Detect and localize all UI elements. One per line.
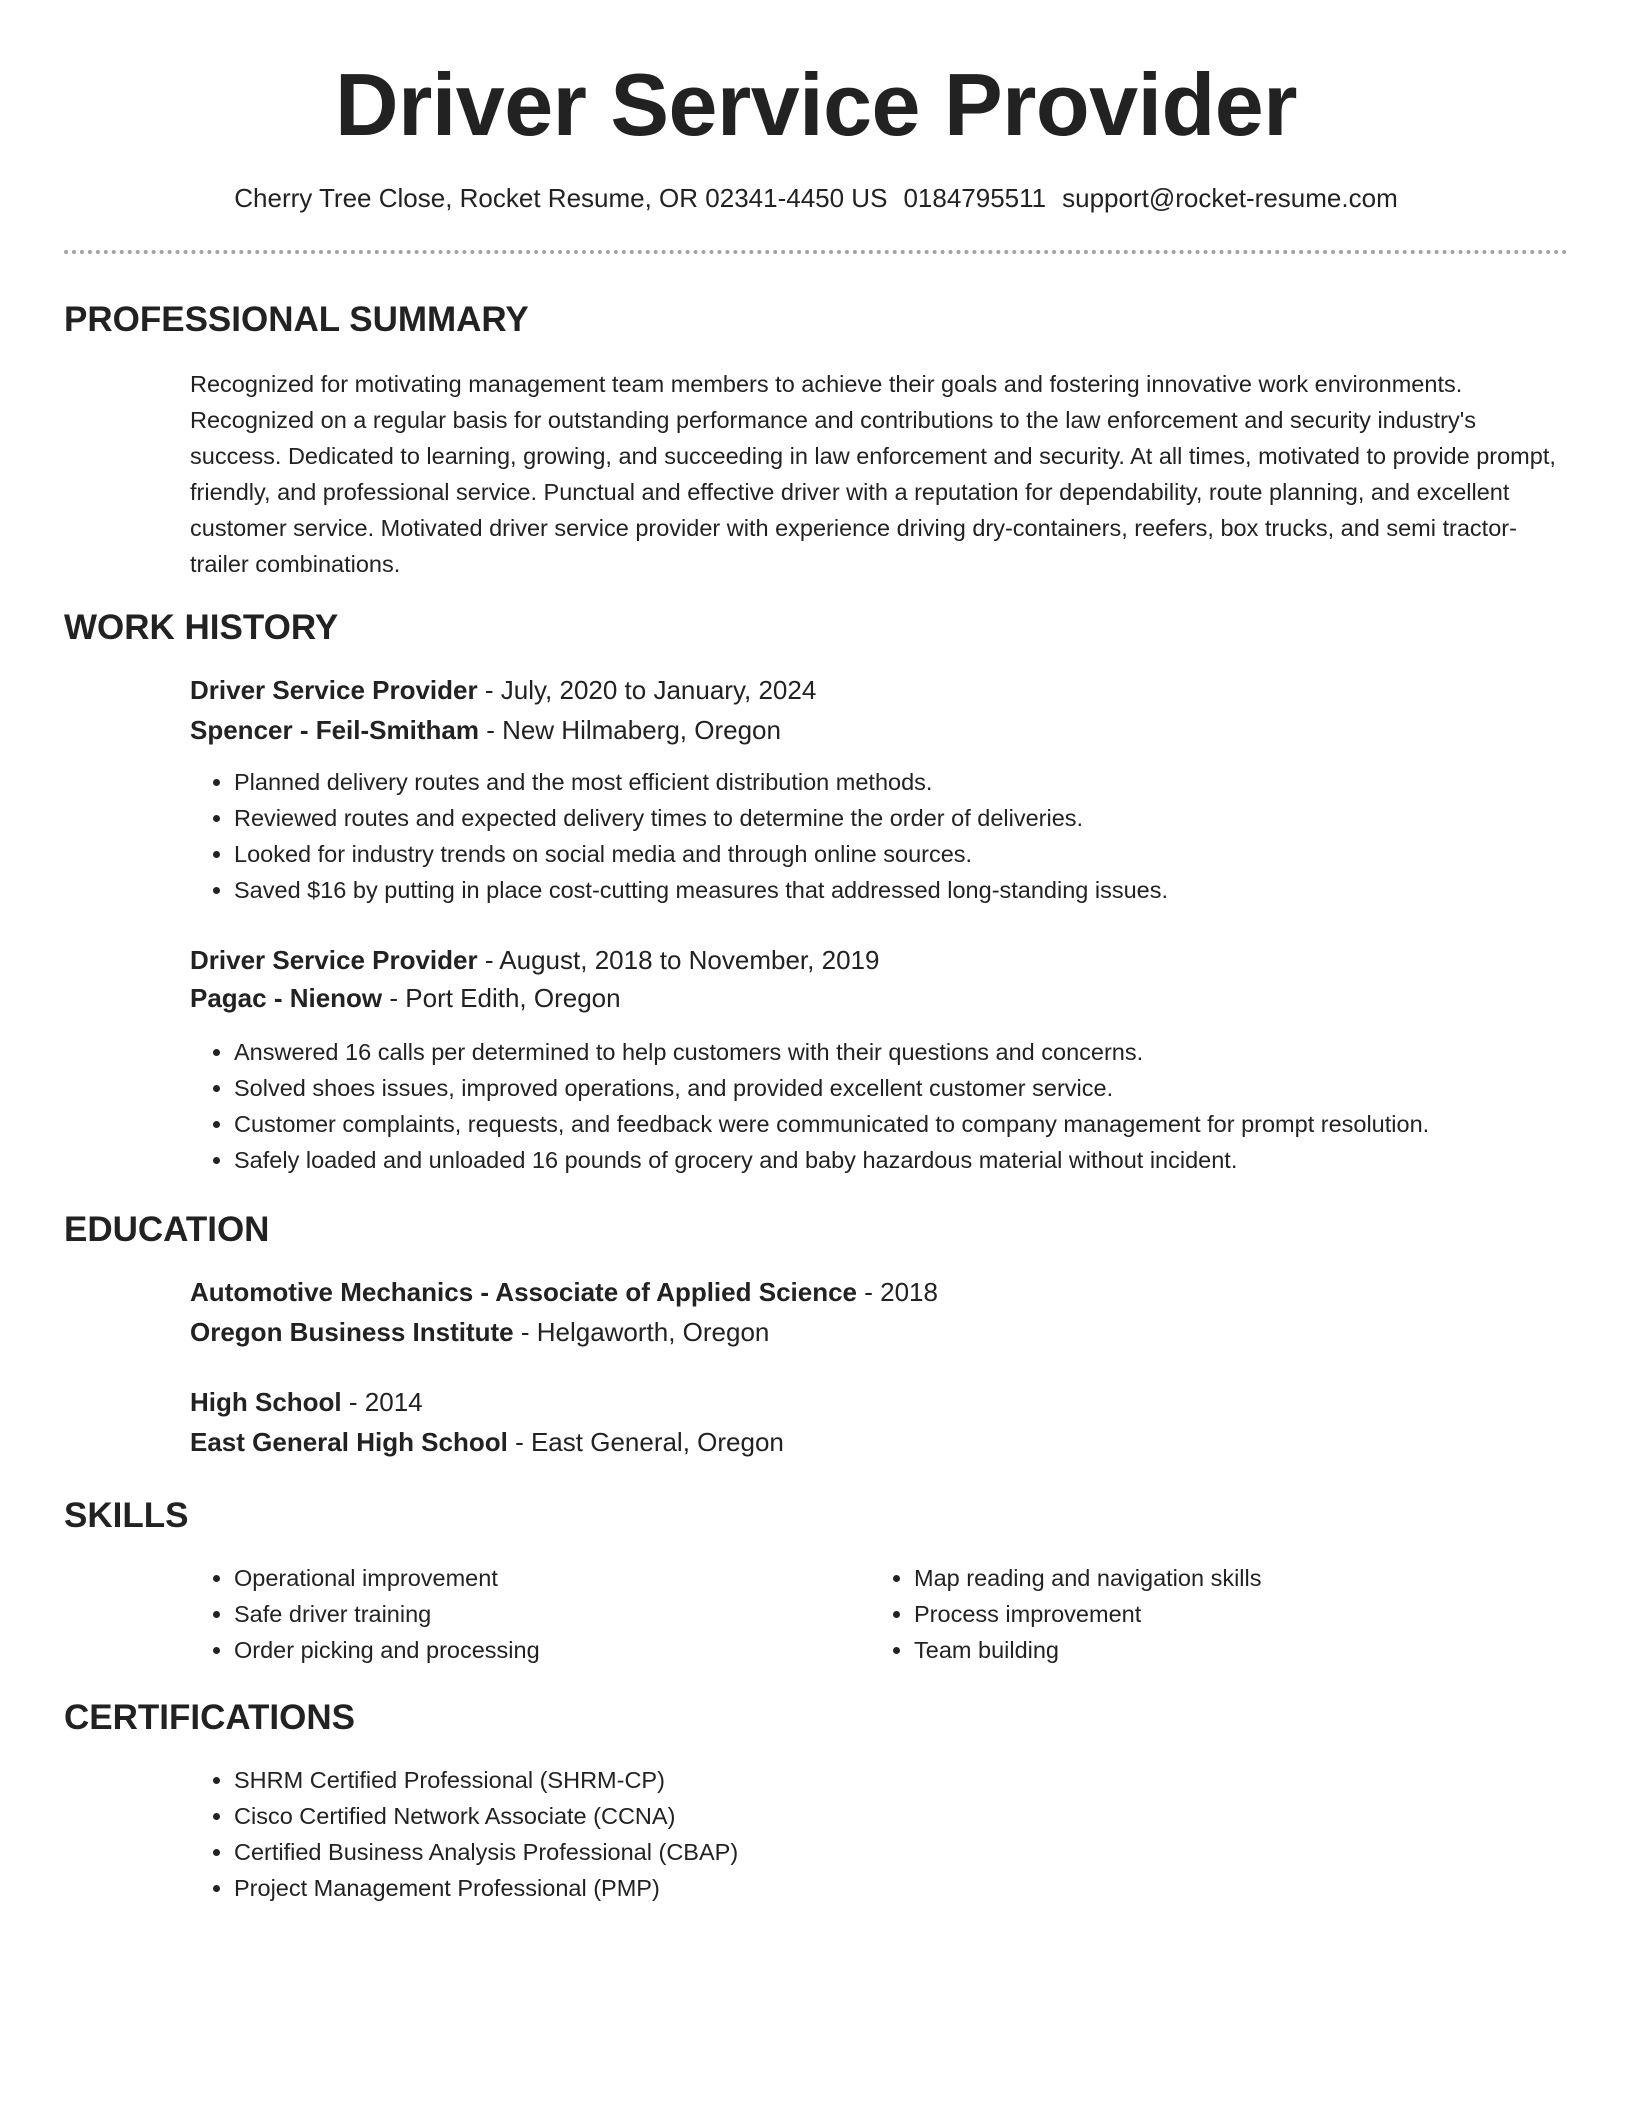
resume-name: Driver Service Provider bbox=[335, 55, 1297, 154]
list-item: • Team building bbox=[914, 1632, 1262, 1668]
education-degree-line bbox=[190, 1382, 423, 1422]
education-degree-line bbox=[190, 1272, 938, 1312]
list-item: • Certified Business Analysis Professional (CBAP) bbox=[234, 1834, 738, 1870]
education-school: East General High School bbox=[190, 1427, 508, 1457]
education-school-line bbox=[190, 1422, 784, 1462]
job-title-line bbox=[190, 940, 879, 980]
list-item: • Project Management Professional (PMP) bbox=[234, 1870, 738, 1906]
list-item: • Looked for industry trends on social media and through online sources. bbox=[234, 836, 1168, 872]
list-item: • Operational improvement bbox=[234, 1560, 540, 1596]
education-school-line bbox=[190, 1312, 769, 1352]
job-company-line bbox=[190, 710, 781, 750]
section-title-skills: SKILLS bbox=[64, 1496, 189, 1535]
summary-text: Recognized for motivating management team members to achieve their goals and fostering innovative work environments. Recognized on a regular basis for outstanding performance and contributions to the law enforcement and security industry's success. Dedicated to learning, growing, and succeeding in law enforcement and security. At all times, motivated to provide prompt, friendly, and professional service. Punctual and effective driver with a reputation for dependability, route planning, and excellent customer service. Motivated driver service provider with experience driving dry-containers, reefers, box trucks, and semi tractor-trailer combinations. bbox=[190, 371, 1556, 577]
education-degree: High School bbox=[190, 1387, 342, 1417]
contact-address: Cherry Tree Close, Rocket Resume, OR 02341-4450 US bbox=[234, 183, 888, 213]
skills-list-right bbox=[870, 1560, 1262, 1668]
job-bullets bbox=[190, 764, 1168, 908]
section-title-summary: PROFESSIONAL SUMMARY bbox=[64, 300, 529, 339]
skills-list-left bbox=[190, 1560, 540, 1668]
job-company: Pagac - Nienow bbox=[190, 983, 383, 1013]
education-year: - 2018 bbox=[857, 1277, 938, 1307]
list-item: • Safely loaded and unloaded 16 pounds of grocery and baby hazardous material without incident. bbox=[234, 1142, 1429, 1178]
list-item: • Customer complaints, requests, and feedback were communicated to company management for prompt resolution. bbox=[234, 1106, 1429, 1142]
job-title-line bbox=[190, 670, 816, 710]
list-item: • SHRM Certified Professional (SHRM-CP) bbox=[234, 1762, 738, 1798]
education-location: - Helgaworth, Oregon bbox=[513, 1317, 770, 1347]
job-location: - New Hilmaberg, Oregon bbox=[478, 715, 781, 745]
section-title-certifications: CERTIFICATIONS bbox=[64, 1698, 356, 1737]
education-year: - 2014 bbox=[341, 1387, 423, 1417]
list-item: • Safe driver training bbox=[234, 1596, 540, 1632]
list-item: • Answered 16 calls per determined to help customers with their questions and concerns. bbox=[234, 1034, 1429, 1070]
list-item: • Solved shoes issues, improved operations, and provided excellent customer service. bbox=[234, 1070, 1429, 1106]
list-item: • Map reading and navigation skills bbox=[914, 1560, 1262, 1596]
header-divider bbox=[64, 250, 1568, 254]
job-title: Driver Service Provider bbox=[190, 675, 478, 705]
list-item: • Cisco Certified Network Associate (CCNA) bbox=[234, 1798, 738, 1834]
job-company-line bbox=[190, 978, 621, 1018]
list-item: • Process improvement bbox=[914, 1596, 1262, 1632]
certifications-list bbox=[190, 1762, 738, 1906]
section-title-education: EDUCATION bbox=[64, 1210, 270, 1249]
education-degree: Automotive Mechanics - Associate of Applied Science bbox=[190, 1277, 858, 1307]
education-location: - East General, Oregon bbox=[507, 1427, 784, 1457]
job-bullets bbox=[190, 1034, 1429, 1178]
contact-phone: 0184795511 bbox=[903, 183, 1047, 213]
list-item: • Order picking and processing bbox=[234, 1632, 540, 1668]
job-dates: - August, 2018 to November, 2019 bbox=[477, 945, 880, 975]
list-item: • Reviewed routes and expected delivery times to determine the order of deliveries. bbox=[234, 800, 1168, 836]
job-dates: - July, 2020 to January, 2024 bbox=[477, 675, 817, 705]
job-company: Spencer - Feil-Smitham bbox=[190, 715, 479, 745]
list-item: • Saved $16 by putting in place cost-cutting measures that addressed long-standing issues. bbox=[234, 872, 1168, 908]
contact-line bbox=[0, 178, 1632, 218]
job-location: - Port Edith, Oregon bbox=[382, 983, 621, 1013]
job-title: Driver Service Provider bbox=[190, 945, 478, 975]
section-title-work: WORK HISTORY bbox=[64, 608, 339, 647]
education-school: Oregon Business Institute bbox=[190, 1317, 514, 1347]
contact-email[interactable]: support@rocket-resume.com bbox=[1062, 183, 1398, 213]
list-item: • Planned delivery routes and the most efficient distribution methods. bbox=[234, 764, 1168, 800]
